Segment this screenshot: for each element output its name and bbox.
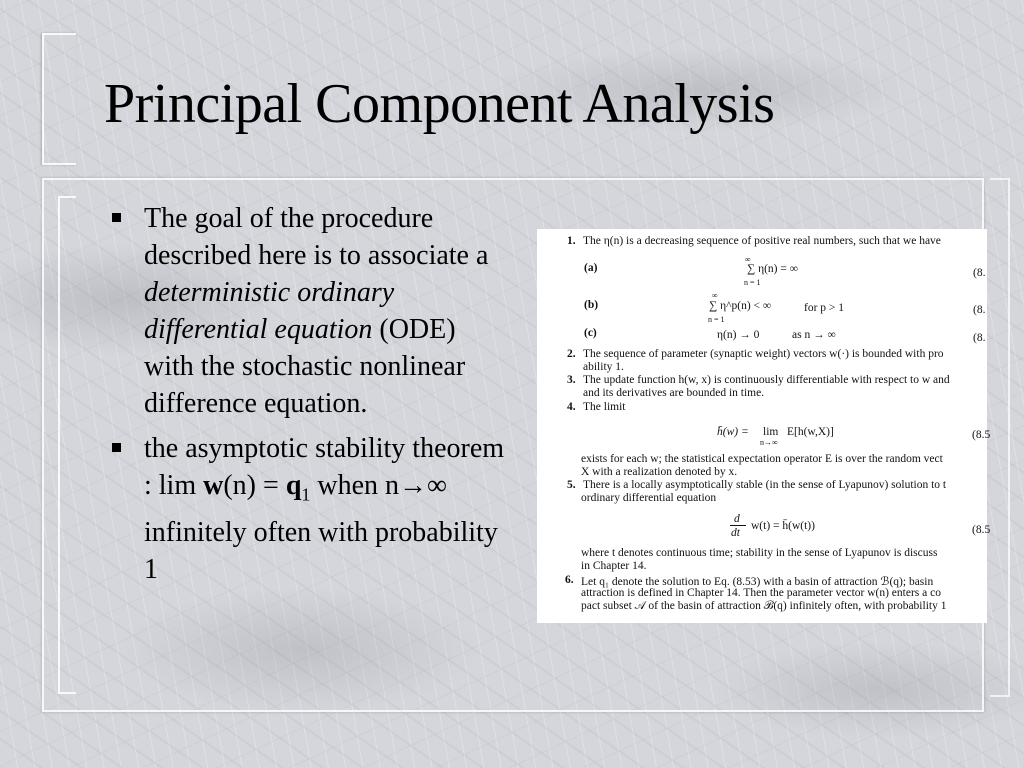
bullet-list <box>112 200 512 596</box>
equation: h̄(w) = <box>717 426 749 438</box>
bullet-item-stability <box>112 430 512 588</box>
equation-condition: for p > 1 <box>804 302 845 314</box>
excerpt-text: X with a realization denoted by x. <box>581 466 738 478</box>
item-number: 6. <box>565 574 574 586</box>
equation: η(n) → 0 <box>717 329 760 341</box>
equation-ref: (8.5 <box>972 429 991 441</box>
excerpt-text: ordinary differential equation <box>581 492 717 504</box>
excerpt-text: exists for each w; the statistical expectation operator E is over the random vect <box>581 453 943 465</box>
excerpt-text: attraction is defined in Chapter 14. Then the parameter vector w(n) enters a co <box>581 587 941 599</box>
sum-upper-limit: ∞ <box>712 291 718 300</box>
excerpt-text: The sequence of parameter (synaptic weight) vectors w(·) is bounded with pro <box>583 348 944 360</box>
equation: ∑ η^p(n) < ∞ <box>709 300 772 312</box>
equation-ref: (8. <box>973 332 986 344</box>
equation: w(t) = h̄(w(t)) <box>751 520 815 532</box>
title-frame-decoration <box>42 33 76 165</box>
square-bullet-icon <box>112 443 121 452</box>
square-bullet-icon <box>112 213 121 222</box>
equation-condition: as n → ∞ <box>792 329 836 341</box>
textbook-excerpt-image <box>537 229 991 623</box>
excerpt-text: ability 1. <box>583 361 624 373</box>
excerpt-text: There is a locally asymptotically stable (in the sense of Lyapunov) solution to t <box>583 479 947 491</box>
sum-lower-limit: n = 1 <box>744 278 761 287</box>
item-number: 5. <box>567 479 576 491</box>
condition-label: (b) <box>584 299 599 311</box>
limit-operator: lim <box>763 426 779 438</box>
condition-label: (c) <box>584 327 597 339</box>
item-number: 2. <box>567 348 576 360</box>
derivative-denominator: dt <box>731 527 740 539</box>
derivative-numerator: d <box>734 513 740 525</box>
excerpt-text: and its derivatives are bounded in time. <box>583 387 765 399</box>
excerpt-text: pact subset 𝒜 of the basin of attraction ℬ(q) infinitely often, with probability 1 <box>581 600 947 612</box>
item-number: 3. <box>567 374 576 386</box>
limit-subscript: n→∞ <box>760 438 778 447</box>
excerpt-text: The update function h(w, x) is continuously differentiable with respect to w and <box>583 374 950 386</box>
excerpt-text: where t denotes continuous time; stability in the sense of Lyapunov is discuss <box>581 547 938 559</box>
bullet-item-goal <box>112 200 512 422</box>
equation-ref: (8.5 <box>972 524 991 536</box>
condition-label: (a) <box>584 262 598 274</box>
right-frame-decoration <box>990 178 1010 697</box>
equation-ref: (8. <box>973 267 986 279</box>
excerpt-text: The η(n) is a decreasing sequence of positive real numbers, such that we have <box>583 235 941 247</box>
excerpt-text: The limit <box>583 401 626 413</box>
bullet-text: when n→∞ infinitely often with probability 1 <box>144 470 498 585</box>
bullet-subscript: 1 <box>301 484 311 505</box>
item-number: 4. <box>567 401 576 413</box>
bullet-text: the asymptotic stability theorem : lim <box>144 433 505 501</box>
bullet-symbol-q: q <box>285 470 302 501</box>
sum-lower-limit: n = 1 <box>708 315 725 324</box>
slide-title: Principal Component Analysis <box>104 73 775 135</box>
bullet-emphasis: deterministic ordinary differential equation <box>144 277 395 345</box>
excerpt-text: in Chapter 14. <box>581 560 647 572</box>
equation: ∑ η(n) = ∞ <box>747 263 798 275</box>
body-side-bar-decoration <box>58 196 76 694</box>
fraction-bar <box>730 525 746 526</box>
sum-upper-limit: ∞ <box>745 255 751 264</box>
item-number: 1. <box>567 235 576 247</box>
bullet-text: (n) = <box>223 470 286 501</box>
excerpt-text: Let q₁ denote the solution to Eq. (8.53) with a basin of attraction ℬ(q); basin <box>581 576 934 588</box>
equation: E[h(w,X)] <box>787 426 834 438</box>
bullet-text: The goal of the procedure described here is to associate a <box>144 203 489 271</box>
bullet-text: (ODE) with the stochastic nonlinear difference equation. <box>144 314 466 419</box>
bullet-symbol-w: w <box>203 470 224 501</box>
equation-ref: (8. <box>973 304 986 316</box>
